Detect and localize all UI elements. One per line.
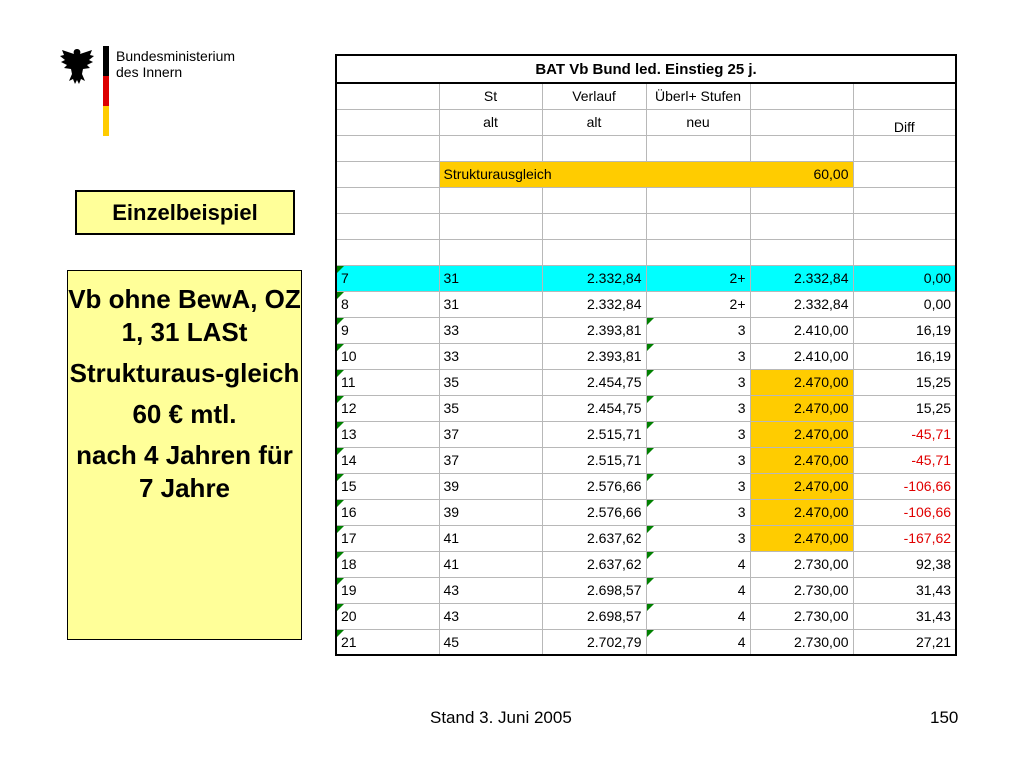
table-cell: 41 <box>439 525 542 551</box>
table-cell: 2.393,81 <box>542 317 646 343</box>
table-cell: 39 <box>439 499 542 525</box>
table-cell: 92,38 <box>853 551 956 577</box>
flag-bar <box>103 46 109 136</box>
table-row <box>336 603 956 629</box>
table-cell: 4 <box>646 577 750 603</box>
table-cell: 2.698,57 <box>542 603 646 629</box>
table-cell: -167,62 <box>853 525 956 551</box>
table-cell: 19 <box>336 577 439 603</box>
table-cell: 2.470,00 <box>750 395 853 421</box>
table-cell: 20 <box>336 603 439 629</box>
header-cell: neu <box>646 109 750 135</box>
table-cell: 15,25 <box>853 395 956 421</box>
strukturausgleich-label: Strukturausgleich <box>443 166 552 182</box>
table-cell: 33 <box>439 317 542 343</box>
table-cell: 3 <box>646 343 750 369</box>
table-cell: 2.332,84 <box>750 291 853 317</box>
table-row <box>336 317 956 343</box>
table-cell: 17 <box>336 525 439 551</box>
table-cell: 27,21 <box>853 629 956 655</box>
header-cell <box>750 83 853 109</box>
table-row <box>336 291 956 317</box>
table-cell: 2.637,62 <box>542 551 646 577</box>
table-cell: 37 <box>439 447 542 473</box>
table-cell: 2.637,62 <box>542 525 646 551</box>
table-cell: 2.698,57 <box>542 577 646 603</box>
table-cell: 16,19 <box>853 343 956 369</box>
table-cell: 2.576,66 <box>542 499 646 525</box>
table-row <box>336 343 956 369</box>
table-title: BAT Vb Bund led. Einstieg 25 j. <box>336 55 956 83</box>
table-cell: 15,25 <box>853 369 956 395</box>
header-cell <box>336 109 439 135</box>
table-cell: 7 <box>336 265 439 291</box>
table-cell: 3 <box>646 421 750 447</box>
ministry-logo <box>58 46 258 138</box>
table-cell: 31 <box>439 265 542 291</box>
table-cell: -106,66 <box>853 499 956 525</box>
table-cell: 3 <box>646 525 750 551</box>
table-cell: 31 <box>439 291 542 317</box>
table-cell: 4 <box>646 603 750 629</box>
header-cell: St <box>439 83 542 109</box>
table-row <box>336 473 956 499</box>
table-cell: 3 <box>646 473 750 499</box>
table-cell: 13 <box>336 421 439 447</box>
table-cell: 2.332,84 <box>542 265 646 291</box>
einzelbeispiel-box <box>75 190 295 235</box>
header-cell: Überl+ Stufen <box>646 83 750 109</box>
table-cell: 2.470,00 <box>750 447 853 473</box>
summary-line-3: 60 € mtl. <box>132 399 237 429</box>
table-cell: 15 <box>336 473 439 499</box>
logo-text <box>116 48 235 80</box>
table-row <box>336 551 956 577</box>
summary-box <box>67 270 302 640</box>
header-cell: Diff <box>853 109 956 135</box>
header-cell <box>336 83 439 109</box>
table-cell: -45,71 <box>853 421 956 447</box>
table-cell: 2.454,75 <box>542 369 646 395</box>
table-cell: 2+ <box>646 265 750 291</box>
table-cell: 31,43 <box>853 603 956 629</box>
table-row <box>336 421 956 447</box>
summary-line-1: Vb ohne BewA, OZ 1, 31 LASt <box>68 284 301 347</box>
table-cell: 2.410,00 <box>750 343 853 369</box>
table-cell: 16 <box>336 499 439 525</box>
logo-line1: Bundesministerium <box>116 48 236 64</box>
table-row <box>336 525 956 551</box>
table-cell: 3 <box>646 499 750 525</box>
table-row <box>336 395 956 421</box>
table-cell: 3 <box>646 317 750 343</box>
header-cell <box>750 109 853 135</box>
table-cell: 43 <box>439 603 542 629</box>
strukturausgleich-value: 60,00 <box>813 166 849 182</box>
table-row <box>336 265 956 291</box>
table-cell: 2.576,66 <box>542 473 646 499</box>
table-cell: 2.730,00 <box>750 577 853 603</box>
table-cell: 2.730,00 <box>750 603 853 629</box>
logo-line2: des Innern <box>116 64 183 80</box>
salary-table <box>335 54 955 656</box>
table-cell: 33 <box>439 343 542 369</box>
header-cell: Verlauf <box>542 83 646 109</box>
table-cell: 2.332,84 <box>542 291 646 317</box>
table-cell: 39 <box>439 473 542 499</box>
table-cell: 43 <box>439 577 542 603</box>
table-cell: 2.470,00 <box>750 369 853 395</box>
table-cell: -106,66 <box>853 473 956 499</box>
table-cell: 2.702,79 <box>542 629 646 655</box>
table-cell: 0,00 <box>853 291 956 317</box>
table-cell: 2.730,00 <box>750 629 853 655</box>
table-cell: 2.332,84 <box>750 265 853 291</box>
table-cell: 8 <box>336 291 439 317</box>
table-cell: 2.515,71 <box>542 447 646 473</box>
table-cell: 2.515,71 <box>542 421 646 447</box>
table-cell: 31,43 <box>853 577 956 603</box>
table-cell: 9 <box>336 317 439 343</box>
table-cell: 35 <box>439 369 542 395</box>
table-cell: 2.393,81 <box>542 343 646 369</box>
table-cell: 3 <box>646 395 750 421</box>
table-cell: -45,71 <box>853 447 956 473</box>
table-row <box>336 577 956 603</box>
table-cell: 12 <box>336 395 439 421</box>
table-cell: 2.470,00 <box>750 473 853 499</box>
table-cell: 21 <box>336 629 439 655</box>
table-cell: 3 <box>646 447 750 473</box>
table-cell: 14 <box>336 447 439 473</box>
table-row <box>336 499 956 525</box>
table-cell: 2.470,00 <box>750 499 853 525</box>
footer-date: Stand 3. Juni 2005 <box>430 708 572 727</box>
table-cell: 0,00 <box>853 265 956 291</box>
table-cell: 41 <box>439 551 542 577</box>
table-cell: 16,19 <box>853 317 956 343</box>
table-cell: 2.730,00 <box>750 551 853 577</box>
header-cell: alt <box>439 109 542 135</box>
table-cell: 4 <box>646 629 750 655</box>
table-cell: 18 <box>336 551 439 577</box>
header-cell <box>853 83 956 109</box>
table-cell: 10 <box>336 343 439 369</box>
table-cell: 37 <box>439 421 542 447</box>
page-number: 150 <box>930 708 959 727</box>
federal-eagle-icon <box>58 46 96 86</box>
table-cell: 3 <box>646 369 750 395</box>
table-cell: 2.470,00 <box>750 421 853 447</box>
table-cell: 35 <box>439 395 542 421</box>
table-cell: 11 <box>336 369 439 395</box>
table-cell: 4 <box>646 551 750 577</box>
einzelbeispiel-label: Einzelbeispiel <box>112 199 258 225</box>
summary-line-2: Strukturaus-gleich <box>69 358 300 388</box>
table-cell: 2+ <box>646 291 750 317</box>
table-row <box>336 629 956 655</box>
summary-line-4: nach 4 Jahren für 7 Jahre <box>76 440 293 503</box>
table-row <box>336 447 956 473</box>
table-cell: 2.470,00 <box>750 525 853 551</box>
table-cell: 45 <box>439 629 542 655</box>
header-cell: alt <box>542 109 646 135</box>
table-row <box>336 369 956 395</box>
strukturausgleich-bar <box>439 161 853 187</box>
table-cell: 2.454,75 <box>542 395 646 421</box>
table-cell: 2.410,00 <box>750 317 853 343</box>
